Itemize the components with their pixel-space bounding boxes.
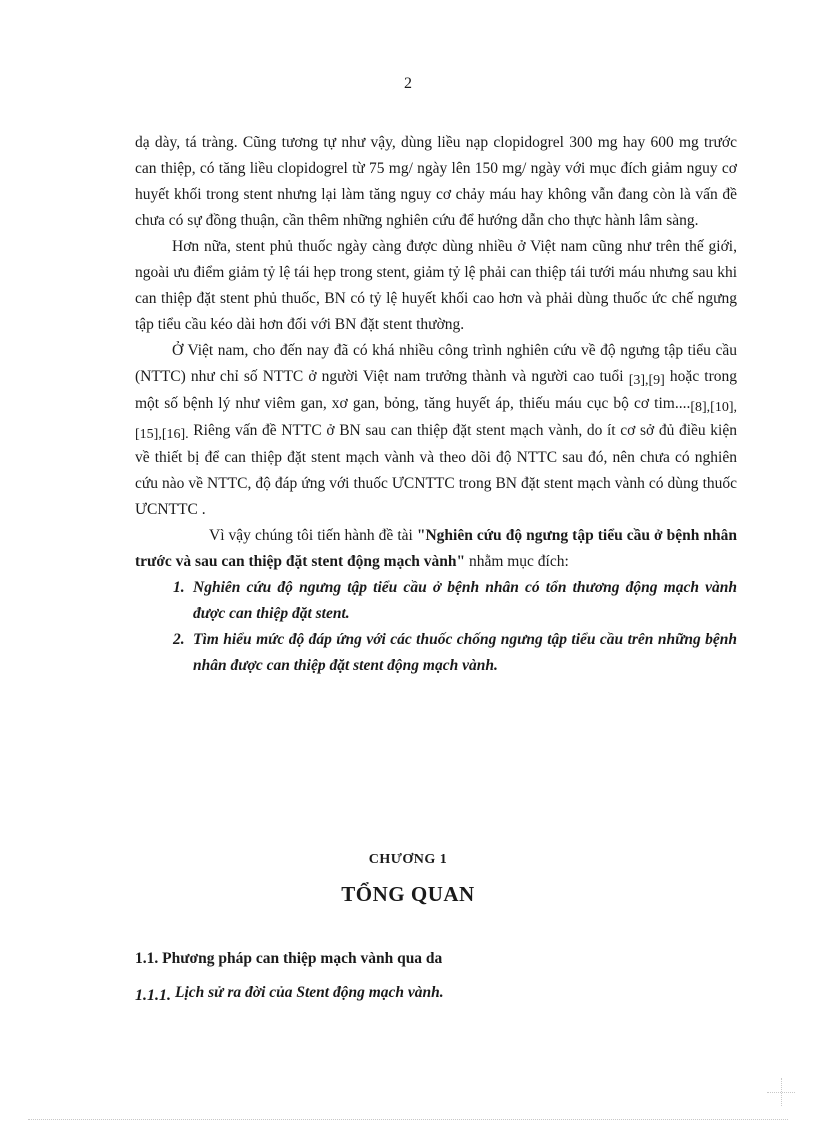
- citation-2: [8],[10],[15],[16].: [135, 400, 737, 442]
- paragraph-3: [135, 338, 737, 523]
- paragraph-2: Hơn nữa, stent phủ thuốc ngày càng được dùng nhiều ở Việt nam cũng như trên thế giới, ngoài ưu điểm giảm tỷ lệ tái hẹp trong stent, giảm tỷ lệ phải can thiệp tái tưới máu nhưng sau khi can thiệp đặt stent phủ thuốc, BN có tỷ lệ huyết khối cao hơn và phải dùng thuốc ức chế ngưng tập tiểu cầu kéo dài hơn đối với BN đặt stent thường.: [135, 238, 737, 333]
- page-number: 2: [404, 75, 412, 92]
- objective-text: Tìm hiểu mức độ đáp ứng với các thuốc chống ngưng tập tiểu cầu trên những bệnh nhân được can thiệp đặt stent động mạch vành.: [193, 631, 737, 674]
- paragraph-3-part2: hoặc trong một số bệnh lý như viêm gan, xơ gan, bỏng, tăng huyết áp, thiếu máu cục bộ cơ tim....: [135, 368, 738, 412]
- objective-number: 2.: [173, 631, 185, 648]
- paragraph-3-part3: Riêng vấn đề NTTC ở BN sau can thiệp đặt stent mạch vành, do ít cơ sở đủ điều kiện về thiết bị để can thiệp đặt stent mạch vành và theo dõi độ NTTC sau đó, nên chưa có nghiên cứu nào về NTTC, độ đáp ứng với thuốc ƯCNTTC trong BN đặt stent mạch vành có dùng thuốc ƯCNTTC .: [135, 422, 737, 518]
- section-heading-1-1-1: [135, 984, 444, 1002]
- objective-text: Nghiên cứu độ ngưng tập tiểu cầu ở bệnh nhân có tổn thương động mạch vành được can thiệp đặt stent.: [193, 579, 737, 622]
- paragraph-4-tail: nhằm mục đích:: [465, 553, 569, 570]
- objective-item: [173, 627, 737, 679]
- paragraph-3-part1: Ở Việt nam, cho đến nay đã có khá nhiều công trình nghiên cứu về độ ngưng tập tiểu cầu (NTTC) như chỉ số NTTC ở người Việt nam trưởng thành và người cao tuổi: [135, 342, 737, 385]
- page-bottom-border: [28, 1119, 788, 1120]
- section-heading-1-1: 1.1. Phương pháp can thiệp mạch vành qua da: [135, 950, 443, 967]
- page-corner-mark: [753, 1078, 782, 1106]
- section-title: Lịch sử ra đời của Stent động mạch vành.: [175, 984, 444, 1001]
- paragraph-4-lead: Vì vậy chúng tôi tiến hành đề tài: [209, 527, 417, 544]
- objective-item: [173, 575, 737, 627]
- paragraph-4: [135, 523, 737, 575]
- chapter-label: CHƯƠNG 1: [368, 852, 448, 867]
- chapter-title: TỔNG QUAN: [341, 882, 475, 906]
- section-number: 1.1.1.: [135, 987, 171, 1004]
- citation-1: [3],[9]: [628, 373, 665, 388]
- study-title: "Nghiên cứu độ ngưng tập tiểu cầu ở bệnh nhân trước và sau can thiệp đặt stent động mạch vành": [135, 527, 737, 570]
- objective-number: 1.: [173, 579, 185, 596]
- paragraph-1: dạ dày, tá tràng. Cũng tương tự như vậy, dùng liều nạp clopidogrel 300 mg hay 600 mg trước can thiệp, có tăng liều clopidogrel từ 75 mg/ ngày lên 150 mg/ ngày với mục đích giảm nguy cơ huyết khối trong stent nhưng lại làm tăng nguy cơ chảy máu hay không vẫn đang còn là vấn đề chưa có sự đồng thuận, cần thêm những nghiên cứu để hướng dẫn cho thực hành lâm sàng.: [135, 134, 737, 229]
- body-text: [135, 130, 737, 679]
- objectives-list: [135, 575, 737, 679]
